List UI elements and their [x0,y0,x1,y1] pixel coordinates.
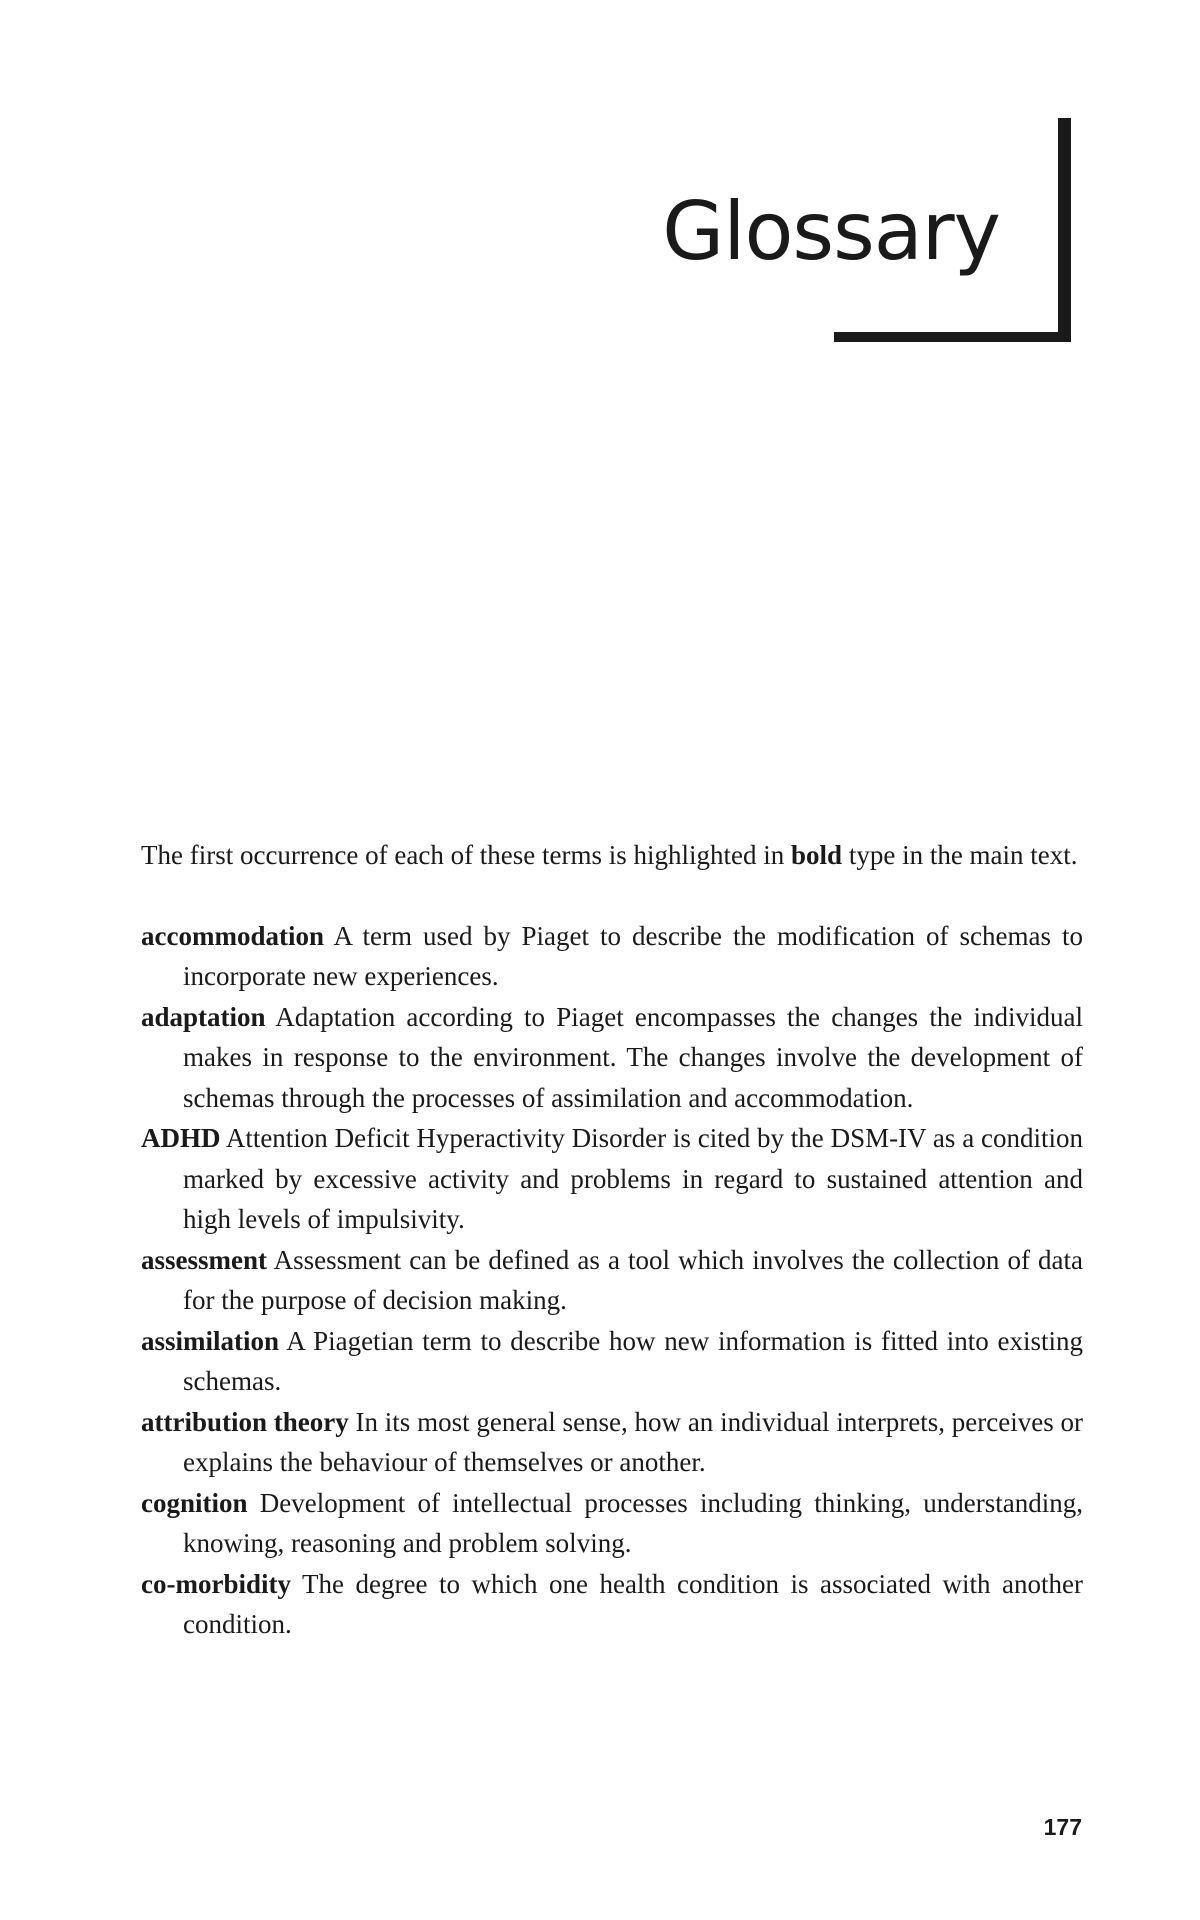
glossary-term: assimilation [141,1325,280,1356]
chapter-title: Glossary [662,185,1000,278]
glossary-definition: A Piagetian term to describe how new information is fitted into existing schemas. [183,1325,1083,1396]
glossary-definition: The degree to which one health condition is associated with another condition. [183,1568,1083,1639]
glossary-intro [141,835,1083,876]
page-number: 177 [1043,1814,1082,1840]
glossary-term: accommodation [141,920,324,951]
glossary-entry-accommodation [141,916,1083,997]
chapter-title-rule-vertical [1058,118,1071,342]
glossary-entry-attribution-theory [141,1402,1083,1483]
glossary-definition: A term used by Piaget to describe the modification of schemas to incorporate new experiences. [183,920,1083,991]
glossary-term: adaptation [141,1001,266,1032]
glossary-term: assessment [141,1244,267,1275]
intro-text-before: The first occurrence of each of these terms is highlighted in [141,840,792,870]
glossary-definition: Assessment can be defined as a tool which involves the collection of data for the purpose of decision making. [183,1244,1083,1315]
glossary-term: co-morbidity [141,1568,291,1599]
glossary-definition: Adaptation according to Piaget encompasses the changes the individual makes in response to the environment. The changes involve the development of schemas through the processes of assimilation and accommodation. [183,1001,1083,1113]
glossary-entry-assimilation [141,1321,1083,1402]
glossary-entry-assessment [141,1240,1083,1321]
glossary-term: ADHD [141,1123,221,1153]
chapter-title-rule-horizontal [834,332,1071,342]
glossary-entry-co-morbidity [141,1564,1083,1645]
intro-text-after: type in the main text. [842,840,1078,870]
glossary-entry-cognition [141,1483,1083,1564]
glossary-entry-adaptation [141,997,1083,1119]
glossary-definition: Development of intellectual processes including thinking, understanding, knowing, reasoning and problem solving. [183,1487,1083,1558]
intro-bold-word: bold [791,840,843,870]
glossary-definition: In its most general sense, how an individual interprets, perceives or explains the behaviour of themselves or another. [183,1406,1084,1477]
glossary-term: attribution theory [141,1406,349,1437]
glossary-entry-adhd [141,1118,1083,1240]
glossary-content [141,835,1083,1645]
glossary-term: cognition [141,1487,248,1518]
glossary-definition: Attention Deficit Hyperactivity Disorder is cited by the DSM-IV as a condition marked by excessive activity and problems in regard to sustained attention and high levels of impulsivity. [183,1123,1083,1234]
